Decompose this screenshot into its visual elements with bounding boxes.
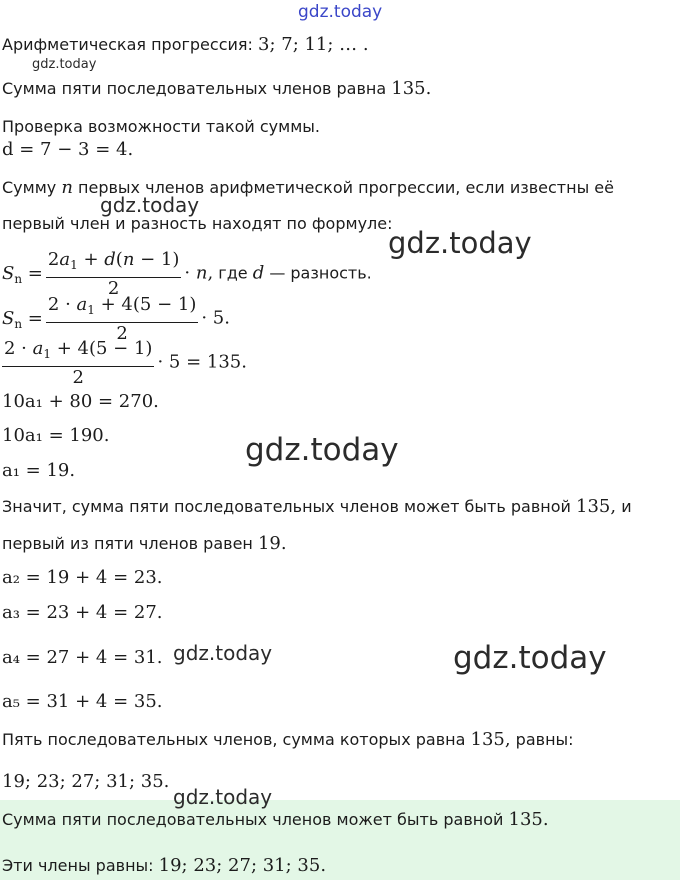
sum-equation: $\frac{2 \cdot a_1 + 4(5 - 1)}{2}$ · 5 = 135. xyxy=(4,338,247,388)
equation-10a1-80: 10a₁ + 80 = 270. xyxy=(2,391,159,412)
answer-line1: Сумма пяти последовательных членов может быть равной 135. xyxy=(2,809,549,830)
progression-terms: 3; 7; 11; … . xyxy=(258,34,369,55)
given-sum: Сумма пяти последовательных членов равна 135. xyxy=(2,78,432,99)
term-a2: a₂ = 19 + 4 = 23. xyxy=(2,567,163,588)
watermark-right-large: gdz.today xyxy=(388,226,532,260)
sum-formula: $S_n$ = $\frac{2a_1 + d(n - 1)}{2}$ · n, где d — разность. xyxy=(2,249,372,299)
given-progression: Арифметическая прогрессия: 3; 7; 11; … . xyxy=(2,34,369,55)
term-a3: a₃ = 23 + 4 = 27. xyxy=(2,602,163,623)
five-terms-list: 19; 23; 27; 31; 35. xyxy=(2,771,170,792)
watermark-mid-left: gdz.today xyxy=(173,641,273,665)
formula-intro-line2: первый член и разность находят по формуле: xyxy=(2,214,393,233)
watermark-small: gdz.today xyxy=(32,57,97,72)
conclusion-line2: первый из пяти членов равен 19. xyxy=(2,533,287,554)
watermark-bottom: gdz.today xyxy=(173,785,273,809)
watermark-top: gdz.today xyxy=(298,2,383,22)
sum-formula-substituted: $S_n$ = $\frac{2 \cdot a_1 + 4(5 - 1)}{2}$ · 5. xyxy=(2,294,230,344)
watermark-formula: gdz.today xyxy=(100,193,200,217)
term-a5: a₅ = 31 + 4 = 35. xyxy=(2,691,163,712)
d-formula: d = 7 − 3 = 4. xyxy=(2,139,134,160)
five-terms-line: Пять последовательных членов, сумма которых равна 135, равны: xyxy=(2,729,574,750)
term-a4: a₄ = 27 + 4 = 31. xyxy=(2,647,163,668)
watermark-mid-right: gdz.today xyxy=(453,640,607,676)
formula-intro-line1: Сумму n первых членов арифметической прогрессии, если известны её xyxy=(2,177,614,198)
check-title: Проверка возможности такой суммы. xyxy=(2,117,320,136)
watermark-center: gdz.today xyxy=(245,432,399,468)
sum-formula-fraction: $\frac{2a_1 + d(n - 1)}{2}$ xyxy=(47,249,180,299)
equation-a1: a₁ = 19. xyxy=(2,460,76,481)
answer-line2: Эти члены равны: 19; 23; 27; 31; 35. xyxy=(2,855,327,876)
conclusion-line1: Значит, сумма пяти последовательных членов может быть равной 135, и xyxy=(2,496,632,517)
equation-10a1-190: 10a₁ = 190. xyxy=(2,425,110,446)
